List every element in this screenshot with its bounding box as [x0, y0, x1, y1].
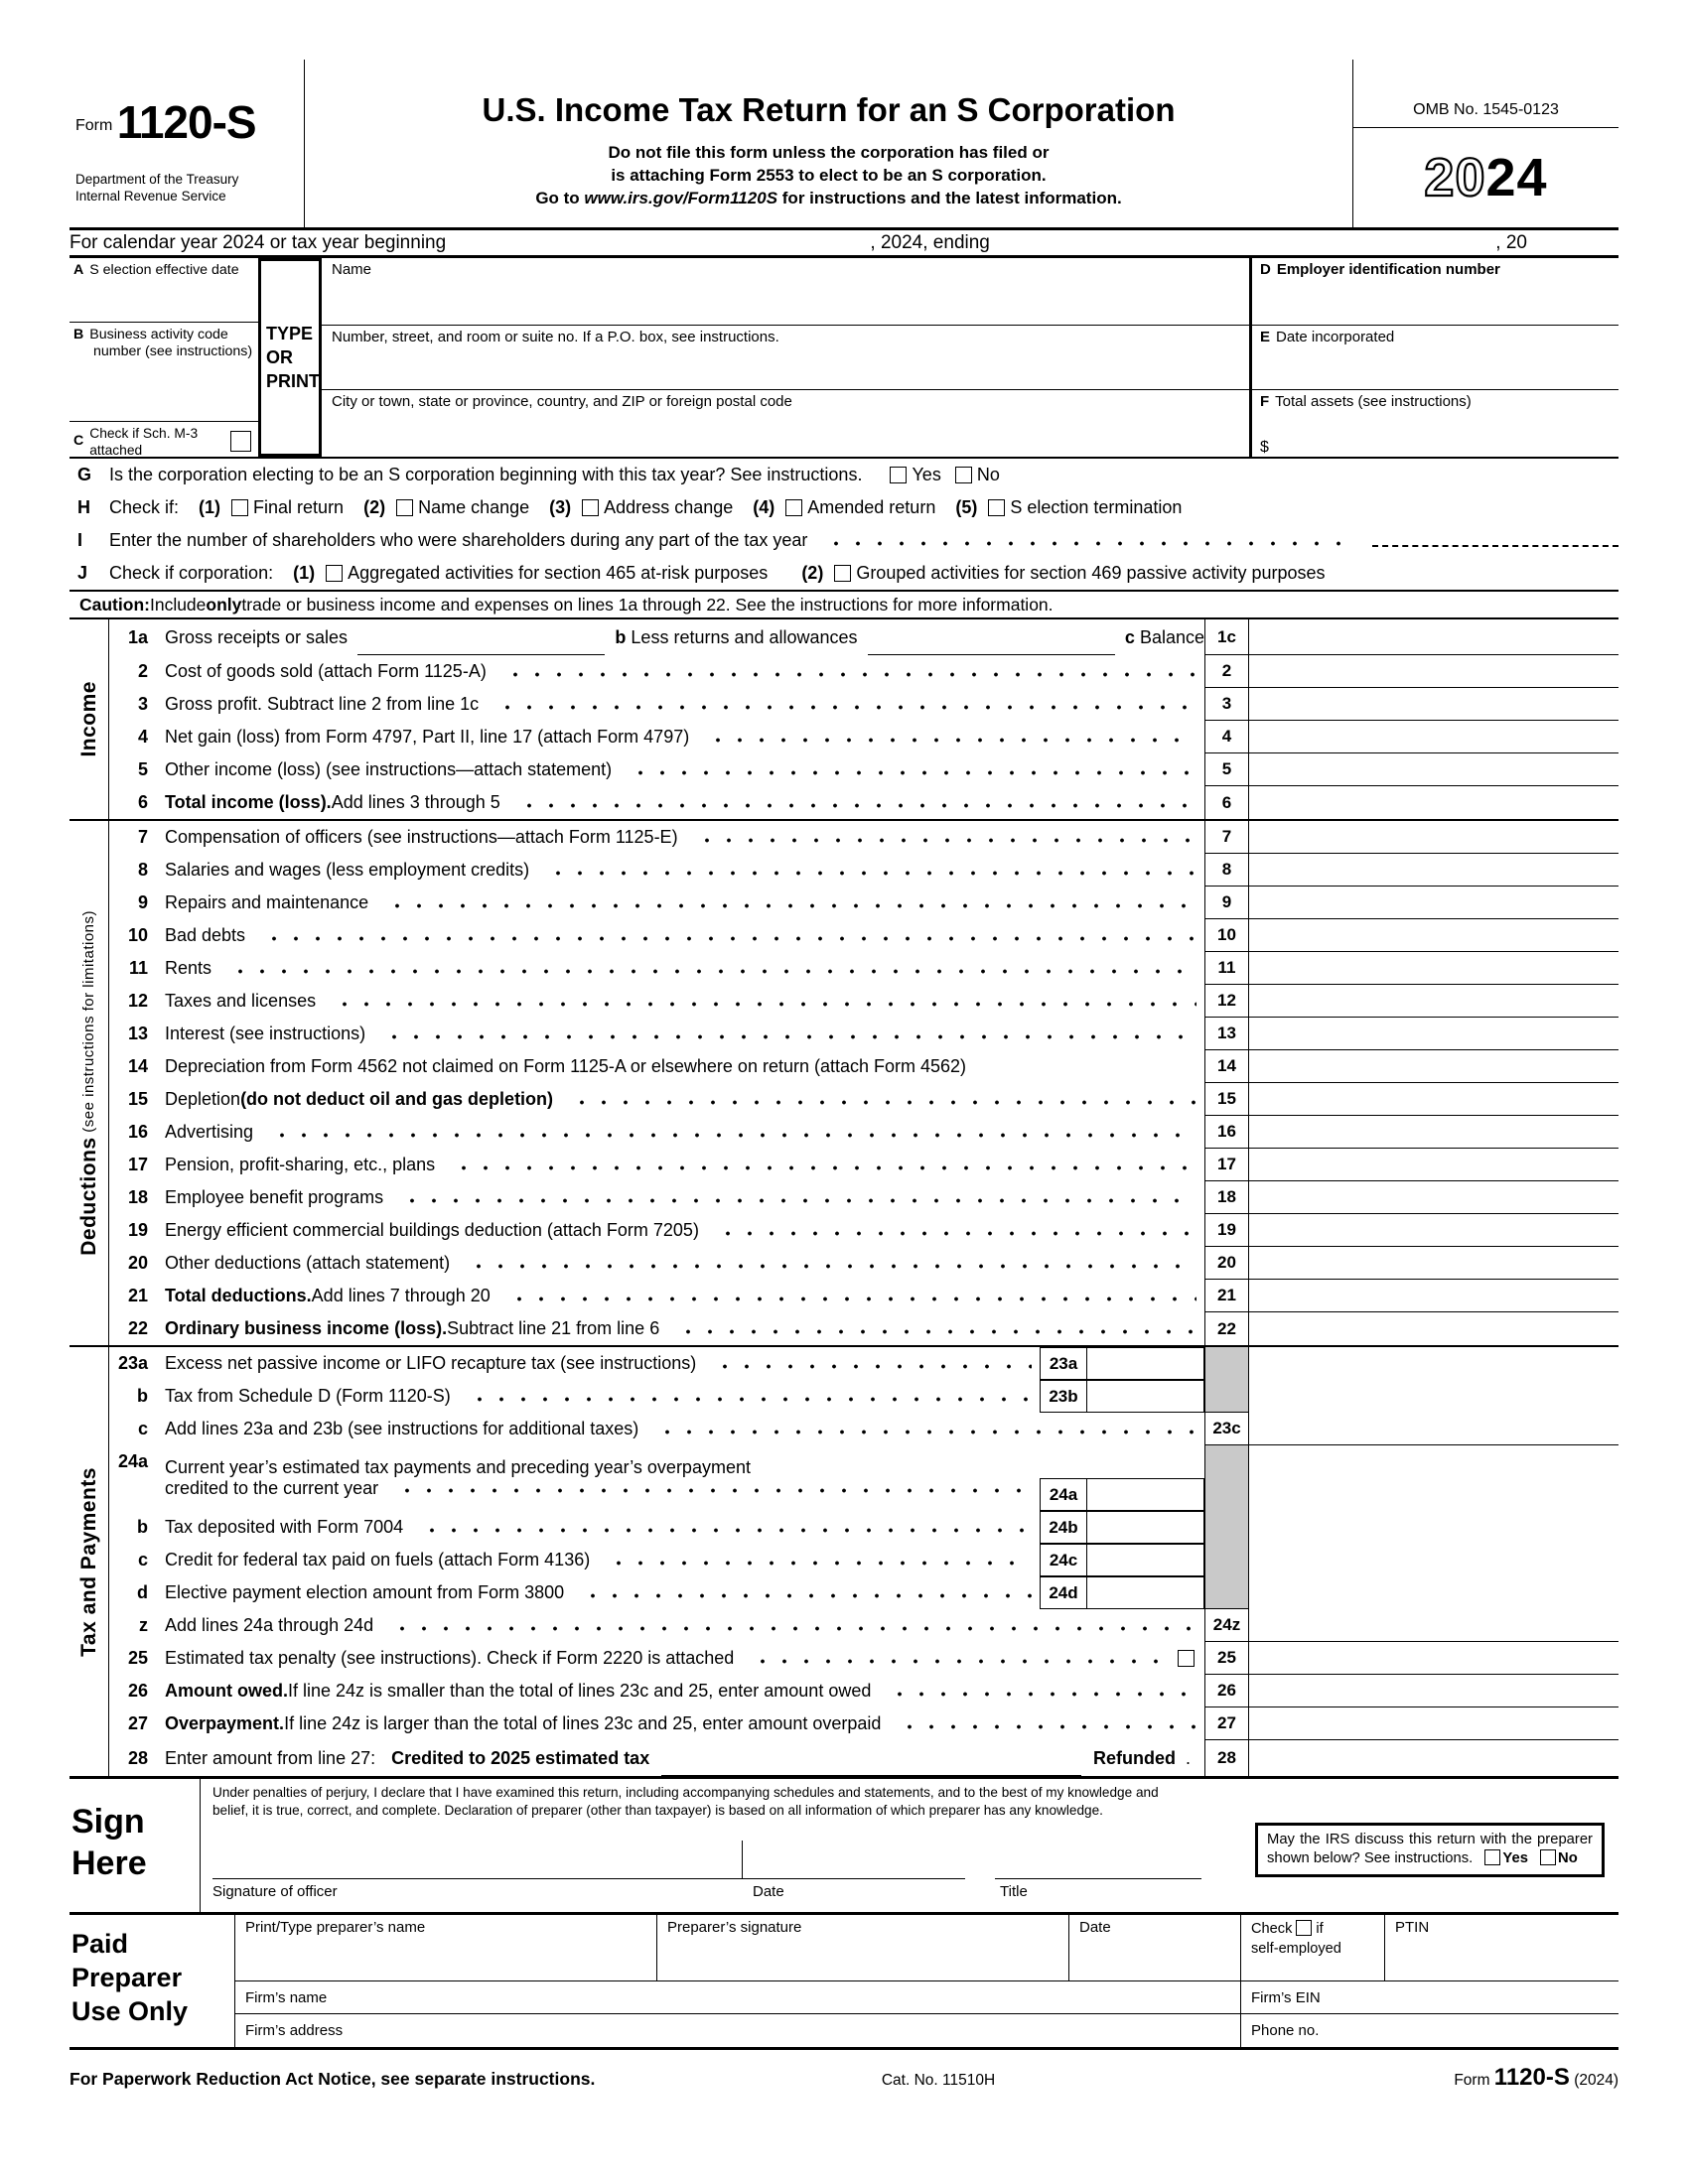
- line-23a-row: 23a Excess net passive income or LIFO recapture tax (see instructions) 23a: [109, 1347, 1618, 1380]
- j-aggregated-activities-label: Aggregated activities for section 465 at-risk purposes: [348, 563, 769, 583]
- dot-leader: [819, 524, 1354, 557]
- shaded-cell: [1204, 1544, 1249, 1576]
- shaded-cell: [1204, 1511, 1249, 1544]
- line-5-amount-field[interactable]: [1249, 753, 1618, 786]
- irs-url: www.irs.gov/Form1120S: [584, 189, 778, 207]
- h-s-election-termination-label: S election termination: [1010, 497, 1183, 517]
- line-6-amount-field[interactable]: [1249, 786, 1618, 819]
- line-18-row: 18 Employee benefit programs 18: [109, 1181, 1618, 1214]
- sch-m3-checkbox[interactable]: [230, 431, 251, 452]
- line-23c-row: c Add lines 23a and 23b (see instructions for additional taxes) 23c: [109, 1413, 1618, 1445]
- dot-leader: [502, 1280, 1196, 1312]
- s-election-date-label: S election effective date: [89, 262, 239, 278]
- dot-leader: [498, 655, 1196, 688]
- calendar-year-row: [70, 230, 1618, 258]
- tax-year-ending-field[interactable]: [990, 230, 1495, 255]
- line-15-row: 15 Depletion (do not deduct oil and gas depletion) 15: [109, 1083, 1618, 1116]
- line-24d-row: d Elective payment election amount from Form 3800 24d: [109, 1576, 1618, 1609]
- line-4-row: 4 Net gain (loss) from Form 4797, Part II, line 17 (attach Form 4797) 4: [109, 721, 1618, 753]
- line-22-row: 22 Ordinary business income (loss). Subtract line 21 from line 6 22: [109, 1312, 1618, 1345]
- business-activity-label-2: number (see instructions): [93, 343, 253, 360]
- officer-title-field[interactable]: [995, 1878, 1201, 1879]
- h-address-change-checkbox[interactable]: [582, 499, 599, 516]
- line-23-merged-cell: [1249, 1347, 1618, 1380]
- sch-m3-cell: C Check if Sch. M-3 attached: [70, 422, 258, 457]
- line-1b-returns-allowances-field[interactable]: [868, 629, 1115, 655]
- shaded-cell: [1204, 1347, 1249, 1380]
- sign-here-label: Sign Here: [70, 1779, 201, 1912]
- officer-title-label: Title: [1000, 1883, 1028, 1900]
- dot-leader: [602, 1544, 1032, 1576]
- page-footer: [70, 2064, 1618, 2092]
- line-28-credited-label: Credited to 2025 estimated tax: [391, 1747, 650, 1768]
- line-11-row: 11 Rents 11: [109, 952, 1618, 985]
- h-amended-return-checkbox[interactable]: [785, 499, 802, 516]
- h-s-election-termination-checkbox[interactable]: [988, 499, 1005, 516]
- header-instruction-2: is attaching Form 2553 to elect to be an S corporation.: [611, 166, 1047, 185]
- firm-address-field[interactable]: [235, 2014, 1241, 2047]
- line-24a-row: 24a Current year’s estimated tax payments and preceding year’s overpayment credited to the current year 24a: [109, 1445, 1618, 1511]
- perjury-statement: Under penalties of perjury, I declare that I have examined this return, including accompanying schedules and statements, and to the best of my knowledge and belief, it is true, correct, and complete. Declaration of preparer (other than taxpayer) is based on all information of which preparer has any knowledge.: [212, 1785, 1159, 1818]
- dot-leader: [650, 1413, 1196, 1445]
- line-11-amount-field[interactable]: [1249, 952, 1618, 985]
- question-i-row: I Enter the number of shareholders who were shareholders during any part of the tax year: [70, 524, 1618, 557]
- dot-leader: [746, 1642, 1165, 1675]
- shaded-cell: [1204, 1445, 1249, 1511]
- dot-leader: [708, 1347, 1032, 1380]
- dot-leader: [883, 1675, 1196, 1707]
- line-4-amount-field[interactable]: [1249, 721, 1618, 753]
- dollar-sign: $: [1260, 438, 1269, 456]
- dot-leader: [257, 919, 1196, 952]
- line-24d-label: Elective payment election amount from Form 3800: [165, 1582, 565, 1602]
- g-yes-label: Yes: [912, 465, 941, 484]
- phone-field[interactable]: [1241, 2014, 1618, 2047]
- h-amended-return-label: Amended return: [807, 497, 936, 517]
- business-activity-label-1: Business activity code: [89, 327, 228, 343]
- line-10-label: Bad debts: [165, 925, 246, 945]
- line-21-label: Add lines 7 through 20: [311, 1286, 491, 1305]
- line-5-row: 5 Other income (loss) (see instructions—attach statement) 5: [109, 753, 1618, 786]
- line-24b-label: Tax deposited with Form 7004: [165, 1517, 404, 1537]
- preparer-date-field[interactable]: [1069, 1915, 1241, 1980]
- calendar-year-20-text: , 20: [1495, 231, 1527, 253]
- paid-preparer-block: [70, 1915, 1618, 2050]
- dot-leader: [328, 985, 1196, 1018]
- line-27-label: If line 24z is larger than the total of lines 23c and 25, enter amount overpaid: [284, 1713, 882, 1733]
- dept-treasury: Department of the Treasury: [75, 172, 239, 187]
- dot-leader: [447, 1149, 1196, 1181]
- h-name-change-label: Name change: [418, 497, 530, 517]
- line-18-amount-field[interactable]: [1249, 1181, 1618, 1214]
- line-9-amount-field[interactable]: [1249, 887, 1618, 919]
- line-23-merged-cell: [1249, 1380, 1618, 1413]
- dot-leader: [265, 1116, 1196, 1149]
- line-14-row: 14 Depreciation from Form 4562 not claimed on Form 1125-A or elsewhere on return (attach Form 4562) 14: [109, 1050, 1618, 1083]
- type-or-print-box: TYPE OR PRINT: [258, 258, 322, 457]
- firm-name-label: Firm’s name: [245, 1988, 328, 2006]
- line-12-amount-field[interactable]: [1249, 985, 1618, 1018]
- shareholder-count-field[interactable]: [1372, 535, 1618, 547]
- line-2-amount-field[interactable]: [1249, 655, 1618, 688]
- discuss-no-checkbox[interactable]: [1540, 1849, 1556, 1865]
- dot-leader: [576, 1576, 1032, 1609]
- line-6-label-bold: Total income (loss).: [165, 792, 332, 812]
- dot-leader: [565, 1083, 1196, 1116]
- line-25-amount-field[interactable]: [1249, 1642, 1618, 1675]
- total-assets-field[interactable]: F Total assets (see instructions) $: [1252, 390, 1618, 457]
- paperwork-notice: For Paperwork Reduction Act Notice, see separate instructions.: [70, 2069, 596, 2089]
- firm-address-label: Firm’s address: [245, 2022, 344, 2039]
- line-2-label: Cost of goods sold (attach Form 1125-A): [165, 661, 487, 681]
- dot-leader: [711, 1214, 1196, 1247]
- line-8-label: Salaries and wages (less employment credits): [165, 860, 530, 880]
- line-19-row: 19 Energy efficient commercial buildings deduction (attach Form 7205) 19: [109, 1214, 1618, 1247]
- form-id-block: [70, 60, 305, 227]
- line-23b-label: Tax from Schedule D (Form 1120-S): [165, 1386, 451, 1406]
- line-10-amount-field[interactable]: [1249, 919, 1618, 952]
- line-17-label: Pension, profit-sharing, etc., plans: [165, 1155, 436, 1174]
- preparer-signature-field[interactable]: [657, 1915, 1069, 1980]
- sch-m3-label: Check if Sch. M-3 attached: [89, 425, 199, 458]
- line-23a-entry-field[interactable]: [1087, 1347, 1204, 1380]
- j-grouped-activities-checkbox[interactable]: [834, 565, 851, 582]
- line-24b-row: b Tax deposited with Form 7004 24b: [109, 1511, 1618, 1544]
- dot-leader: [893, 1707, 1196, 1740]
- line-26-row: 26 Amount owed. If line 24z is smaller than the total of lines 23c and 25, enter amount owed 26: [109, 1675, 1618, 1707]
- dot-leader: [385, 1609, 1196, 1642]
- discuss-yes-checkbox[interactable]: [1484, 1849, 1500, 1865]
- line-15-amount-field[interactable]: [1249, 1083, 1618, 1116]
- questions-block: [70, 459, 1618, 592]
- firm-ein-field[interactable]: [1241, 1981, 1618, 2013]
- line-17-amount-field[interactable]: [1249, 1149, 1618, 1181]
- firm-name-field[interactable]: [235, 1981, 1241, 2013]
- header-instruction-goto: Go to www.irs.gov/Form1120S for instructions and the latest information.: [535, 189, 1122, 207]
- signature-date-divider: [742, 1841, 743, 1879]
- line-27-label-bold: Overpayment.: [165, 1713, 285, 1733]
- dot-leader: [541, 854, 1196, 887]
- line-23a-label: Excess net passive income or LIFO recapture tax (see instructions): [165, 1353, 697, 1373]
- line-24c-row: c Credit for federal tax paid on fuels (attach Form 4136) 24c: [109, 1544, 1618, 1576]
- line-21-label-bold: Total deductions.: [165, 1286, 312, 1305]
- line-20-row: 20 Other deductions (attach statement) 20: [109, 1247, 1618, 1280]
- line-25-label: Estimated tax penalty (see instructions). Check if Form 2220 is attached: [165, 1648, 735, 1668]
- dot-leader: [690, 821, 1196, 854]
- dot-leader: [701, 721, 1196, 753]
- street-label: Number, street, and room or suite no. If a P.O. box, see instructions.: [332, 329, 779, 346]
- line-22-amount-field[interactable]: [1249, 1312, 1618, 1345]
- ptin-field[interactable]: [1385, 1915, 1618, 1980]
- dot-leader: [377, 1018, 1196, 1050]
- line-3-amount-field[interactable]: [1249, 688, 1618, 721]
- line-24-merged-cell: [1249, 1576, 1618, 1609]
- question-h-row: H Check if: (1) Final return (2) Name change (3) Address change (4) Amended return (5) S election termination: [77, 497, 1183, 517]
- line-12-label: Taxes and licenses: [165, 991, 317, 1011]
- line-1c-label: Balance: [1139, 626, 1204, 647]
- line-27-row: 27 Overpayment. If line 24z is larger than the total of lines 23c and 25, enter amount overpaid 27: [109, 1707, 1618, 1740]
- line-28-credited-field[interactable]: [661, 1752, 1081, 1776]
- line-3-label: Gross profit. Subtract line 2 from line 1c: [165, 694, 480, 714]
- preparer-signature-label: Preparer’s signature: [667, 1919, 802, 1936]
- form-2220-checkbox[interactable]: [1178, 1650, 1195, 1667]
- form-word: Form: [75, 117, 113, 134]
- line-28-amount-field[interactable]: [1249, 1740, 1618, 1776]
- date-incorporated-label: Date incorporated: [1276, 329, 1395, 346]
- shaded-cell: [1204, 1576, 1249, 1609]
- date-incorporated-field[interactable]: E Date incorporated: [1252, 326, 1618, 389]
- line-24-merged-cell: [1249, 1445, 1618, 1511]
- line-7-label: Compensation of officers (see instructions—attach Form 1125-E): [165, 827, 678, 847]
- preparer-name-field[interactable]: [235, 1915, 657, 1980]
- line-28-row: 28 Enter amount from line 27: Credited to 2025 estimated tax Refunded . 28: [109, 1740, 1618, 1776]
- discuss-no-label: No: [1558, 1850, 1578, 1866]
- dot-leader: [415, 1511, 1032, 1544]
- g-yes-checkbox[interactable]: [890, 467, 907, 483]
- dot-leader: [462, 1247, 1196, 1280]
- g-no-label: No: [976, 465, 1000, 484]
- line-9-label: Repairs and maintenance: [165, 892, 369, 912]
- income-section: [70, 619, 1618, 819]
- line-16-row: 16 Advertising 16: [109, 1116, 1618, 1149]
- tax-payments-section-label: Tax and Payments: [70, 1347, 109, 1776]
- h-name-change-checkbox[interactable]: [396, 499, 413, 516]
- line-8-amount-field[interactable]: [1249, 854, 1618, 887]
- line-13-amount-field[interactable]: [1249, 1018, 1618, 1050]
- question-j-row: J Check if corporation: (1) Aggregated activities for section 465 at-risk purposes (2) Grouped activities for section 469 passive activity purposes: [77, 563, 1326, 583]
- line-3-row: 3 Gross profit. Subtract line 2 from line 1c 3: [109, 688, 1618, 721]
- line-24z-row: z Add lines 24a through 24d 24z: [109, 1609, 1618, 1642]
- j-grouped-activities-label: Grouped activities for section 469 passive activity purposes: [856, 563, 1326, 583]
- line-25-row: 25 Estimated tax penalty (see instructions). Check if Form 2220 is attached 25: [109, 1642, 1618, 1675]
- line-13-label: Interest (see instructions): [165, 1024, 366, 1043]
- signature-date-label: Date: [753, 1883, 784, 1900]
- dot-leader: [380, 887, 1196, 919]
- entity-info-block: [70, 258, 1618, 459]
- calendar-year-ending-text: , 2024, ending: [870, 231, 990, 253]
- dot-leader: [491, 688, 1196, 721]
- line-6-label: Add lines 3 through 5: [331, 792, 500, 812]
- line-24c-label: Credit for federal tax paid on fuels (attach Form 4136): [165, 1550, 591, 1570]
- line-15-label-bold: (do not deduct oil and gas depletion): [240, 1089, 554, 1109]
- ptin-label: PTIN: [1395, 1919, 1430, 1936]
- dot-leader: [512, 786, 1196, 819]
- tax-year-beginning-field[interactable]: [446, 230, 870, 255]
- line-14-amount-field[interactable]: [1249, 1050, 1618, 1083]
- line-1a-gross-receipts-field[interactable]: [357, 629, 605, 655]
- line-20-label: Other deductions (attach statement): [165, 1253, 451, 1273]
- line-24z-label: Add lines 24a through 24d: [165, 1615, 374, 1635]
- line-16-label: Advertising: [165, 1122, 254, 1142]
- omb-number: OMB No. 1545-0123: [1353, 60, 1618, 128]
- tax-payments-section: [70, 1345, 1618, 1779]
- deductions-section-label: Deductions (see instructions for limitations): [70, 821, 109, 1345]
- question-g-row: G Is the corporation electing to be an S corporation beginning with this tax year? See instructions. Yes No: [77, 465, 1000, 484]
- line-17-row: 17 Pension, profit-sharing, etc., plans 17: [109, 1149, 1618, 1181]
- irs-discuss-box: [1255, 1823, 1605, 1877]
- h-address-change-label: Address change: [604, 497, 734, 517]
- sign-here-block: [70, 1779, 1618, 1915]
- tax-year-ending-year-field[interactable]: [1527, 230, 1618, 255]
- line-13-row: 13 Interest (see instructions) 13: [109, 1018, 1618, 1050]
- tax-year-century: 20: [1424, 148, 1486, 207]
- discuss-yes-label: Yes: [1502, 1850, 1528, 1866]
- firm-ein-label: Firm’s EIN: [1251, 1988, 1321, 2006]
- line-11-label: Rents: [165, 958, 212, 978]
- form-title-block: [305, 60, 1352, 227]
- question-i-text: Enter the number of shareholders who were shareholders during any part of the tax year: [109, 530, 808, 550]
- dot-leader: [395, 1181, 1196, 1214]
- question-g-text: Is the corporation electing to be an S corporation beginning with this tax year? See instructions.: [109, 465, 863, 484]
- name-label: Name: [332, 261, 372, 278]
- paid-preparer-label: Paid Preparer Use Only: [70, 1915, 235, 2047]
- line-7-amount-field[interactable]: [1249, 821, 1618, 854]
- line-21-amount-field[interactable]: [1249, 1280, 1618, 1312]
- line-19-label: Energy efficient commercial buildings deduction (attach Form 7205): [165, 1220, 699, 1240]
- line-19-amount-field[interactable]: [1249, 1214, 1618, 1247]
- street-address-field[interactable]: [322, 326, 1249, 389]
- line-2-row: 2 Cost of goods sold (attach Form 1125-A) 2: [109, 655, 1618, 688]
- line-24b-entry-field[interactable]: [1087, 1511, 1204, 1544]
- line-10-row: 10 Bad debts 10: [109, 919, 1618, 952]
- line-5-label: Other income (loss) (see instructions—attach statement): [165, 759, 613, 779]
- line-23c-label: Add lines 23a and 23b (see instructions for additional taxes): [165, 1419, 639, 1438]
- officer-signature-field[interactable]: [212, 1878, 965, 1879]
- line-1b-label: Less returns and allowances: [631, 626, 858, 647]
- self-employed-checkbox[interactable]: [1296, 1920, 1312, 1936]
- city-label: City or town, state or province, country, and ZIP or foreign postal code: [332, 392, 792, 410]
- dot-leader: [624, 753, 1196, 786]
- dept-irs: Internal Revenue Service: [75, 189, 226, 204]
- line-24a-label-2: credited to the current year: [165, 1478, 379, 1498]
- line-24-merged-cell: [1249, 1544, 1618, 1576]
- line-27-amount-field[interactable]: [1249, 1707, 1618, 1740]
- tax-year: [1353, 128, 1618, 227]
- business-activity-code-cell[interactable]: B Business activity code number (see instructions): [70, 323, 258, 422]
- line-8-row: 8 Salaries and wages (less employment credits) 8: [109, 854, 1618, 887]
- line-20-amount-field[interactable]: [1249, 1247, 1618, 1280]
- line-1a-label: Gross receipts or sales: [165, 626, 349, 647]
- income-section-label: Income: [70, 619, 109, 819]
- ein-label: Employer identification number: [1276, 261, 1500, 278]
- calendar-year-text: For calendar year 2024 or tax year beginning: [70, 231, 447, 253]
- line-22-label-bold: Ordinary business income (loss).: [165, 1318, 448, 1338]
- line-28-label: Enter amount from line 27:: [165, 1747, 376, 1768]
- dot-leader: [390, 1478, 1032, 1499]
- dot-leader: [671, 1312, 1196, 1345]
- line-23b-entry-field[interactable]: [1087, 1380, 1204, 1413]
- form-number: 1120-S: [116, 96, 256, 148]
- corporation-name-field[interactable]: [322, 258, 1249, 326]
- line-9-row: 9 Repairs and maintenance 9: [109, 887, 1618, 919]
- line-1a-row: 1a Gross receipts or sales b Less returns and allowances c Balance 1c: [109, 619, 1618, 655]
- city-state-zip-field[interactable]: [322, 390, 1249, 457]
- line-4-label: Net gain (loss) from Form 4797, Part II, line 17 (attach Form 4797): [165, 727, 690, 747]
- line-18-label: Employee benefit programs: [165, 1187, 384, 1207]
- catalog-number: Cat. No. 11510H: [881, 2072, 996, 2089]
- preparer-name-label: Print/Type preparer’s name: [245, 1919, 426, 1936]
- line-1c-amount-field[interactable]: [1249, 619, 1618, 655]
- deductions-section: [70, 819, 1618, 1345]
- dot-leader: [223, 952, 1196, 985]
- line-24c-entry-field[interactable]: [1087, 1544, 1204, 1576]
- signature-of-officer-label: Signature of officer: [212, 1883, 338, 1900]
- line-23c-amount-field[interactable]: [1249, 1413, 1618, 1445]
- preparer-date-label: Date: [1079, 1919, 1111, 1936]
- shaded-cell: [1204, 1380, 1249, 1413]
- ein-field[interactable]: D Employer identification number: [1252, 258, 1618, 326]
- page-title: U.S. Income Tax Return for an S Corporation: [482, 91, 1176, 128]
- omb-year-block: [1352, 60, 1618, 227]
- line-15-label: Depletion: [165, 1089, 241, 1109]
- phone-label: Phone no.: [1251, 2022, 1320, 2039]
- line-24z-amount-field[interactable]: [1249, 1609, 1618, 1642]
- line-6-row: 6 Total income (loss). Add lines 3 through 5 6: [109, 786, 1618, 819]
- header-instruction-1: Do not file this form unless the corporation has filed or: [608, 143, 1050, 162]
- footer-form-id: Form 1120-S (2024): [1454, 2064, 1618, 2091]
- h-final-return-label: Final return: [253, 497, 345, 517]
- line-23b-row: b Tax from Schedule D (Form 1120-S) 23b: [109, 1380, 1618, 1413]
- h-final-return-checkbox[interactable]: [231, 499, 248, 516]
- line-26-amount-field[interactable]: [1249, 1675, 1618, 1707]
- line-21-row: 21 Total deductions. Add lines 7 through 20 21: [109, 1280, 1618, 1312]
- question-j-prefix: Check if corporation:: [109, 563, 274, 583]
- question-h-prefix: Check if:: [109, 497, 180, 517]
- line-12-row: 12 Taxes and licenses 12: [109, 985, 1618, 1018]
- line-14-label: Depreciation from Form 4562 not claimed on Form 1125-A or elsewhere on return (attach Form 4562): [165, 1056, 967, 1076]
- line-24-merged-cell: [1249, 1511, 1618, 1544]
- dot-leader: [463, 1380, 1032, 1413]
- line-26-label: If line 24z is smaller than the total of lines 23c and 25, enter amount owed: [288, 1681, 872, 1701]
- j-aggregated-activities-checkbox[interactable]: [326, 565, 343, 582]
- line-24d-entry-field[interactable]: [1087, 1576, 1204, 1609]
- line-24a-label-1: Current year’s estimated tax payments and preceding year’s overpayment: [165, 1457, 751, 1477]
- line-24a-entry-field[interactable]: [1087, 1478, 1204, 1511]
- s-election-date-cell[interactable]: A S election effective date: [70, 258, 258, 323]
- line-7-row: 7 Compensation of officers (see instructions—attach Form 1125-E) 7: [109, 821, 1618, 854]
- form-header: [70, 60, 1618, 230]
- line-28-refunded-label: Refunded: [1092, 1747, 1176, 1768]
- g-no-checkbox[interactable]: [955, 467, 972, 483]
- caution-row: Caution: Include only trade or business income and expenses on lines 1a through 22. See the instructions for more information.: [70, 592, 1618, 619]
- irs-discuss-text: May the IRS discuss this return with the preparer shown below? See instructions.: [1267, 1832, 1593, 1866]
- tax-year-digits: 24: [1485, 148, 1548, 207]
- line-16-amount-field[interactable]: [1249, 1116, 1618, 1149]
- self-employed-cell: Check if self-employed: [1241, 1915, 1385, 1980]
- total-assets-label: Total assets (see instructions): [1275, 392, 1472, 410]
- line-22-label: Subtract line 21 from line 6: [447, 1318, 660, 1338]
- line-26-label-bold: Amount owed.: [165, 1681, 288, 1701]
